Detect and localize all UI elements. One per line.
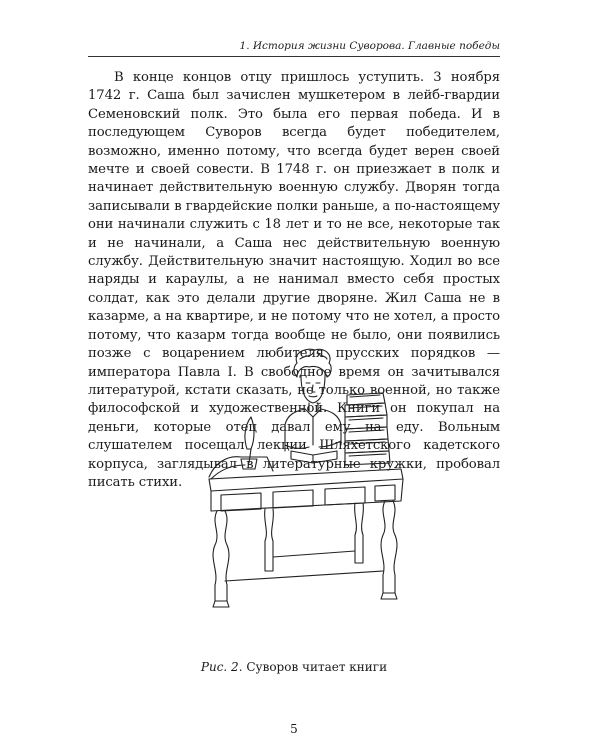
figure-caption [88, 660, 500, 674]
figure [205, 345, 405, 655]
caption-text: Суворов читает книги [242, 660, 388, 674]
suvorov-reading-drawing [205, 345, 405, 655]
caption-label: Рис. 2. [200, 660, 243, 674]
page-number: 5 [290, 722, 298, 736]
running-head: 1. История жизни Суворова. Главные победы [88, 40, 500, 57]
paragraph: В конце концов отцу пришлось уступить. 3 ноября 1742 г. Саша был зачислен мушкетером в лейб-гвардии Семеновский полк. Это была его первая победа. И в последующем Суворов всегда будет победителем, возможно, именно потому, что всегда будет верен своей мечте и своей совести. В 1748 г. он приезжает в полк и начинает действительную военную службу. Дворян тогда записывали в гвардейские полки раньше, а по-настоящему они начинали служить с 18 лет и то не все, некоторые так и не начинали, а Саша нес действительную военную службу. Действительную значит настоящую. Ходил во все наряды и караулы, а не нанимал вместо себя простых солдат, как это делали другие дворяне. Жил Саша не в казарме, а на квартире, и не потому что не хотел, а просто потому, что казарм тогда вообще не было, они появились позже с воцарением любителя прусских порядков — императора Павла I. В свободное время он зачитывался литературой, кстати сказать, не только военной, но также философской и художественной. Книги он покупал на деньги, которые отец давал ему на еду. Вольным слушателем посещал лекции Шляхетского кадетского корпуса, заглядывал в литературные кружки, пробовал писать стихи. [88, 70, 500, 490]
